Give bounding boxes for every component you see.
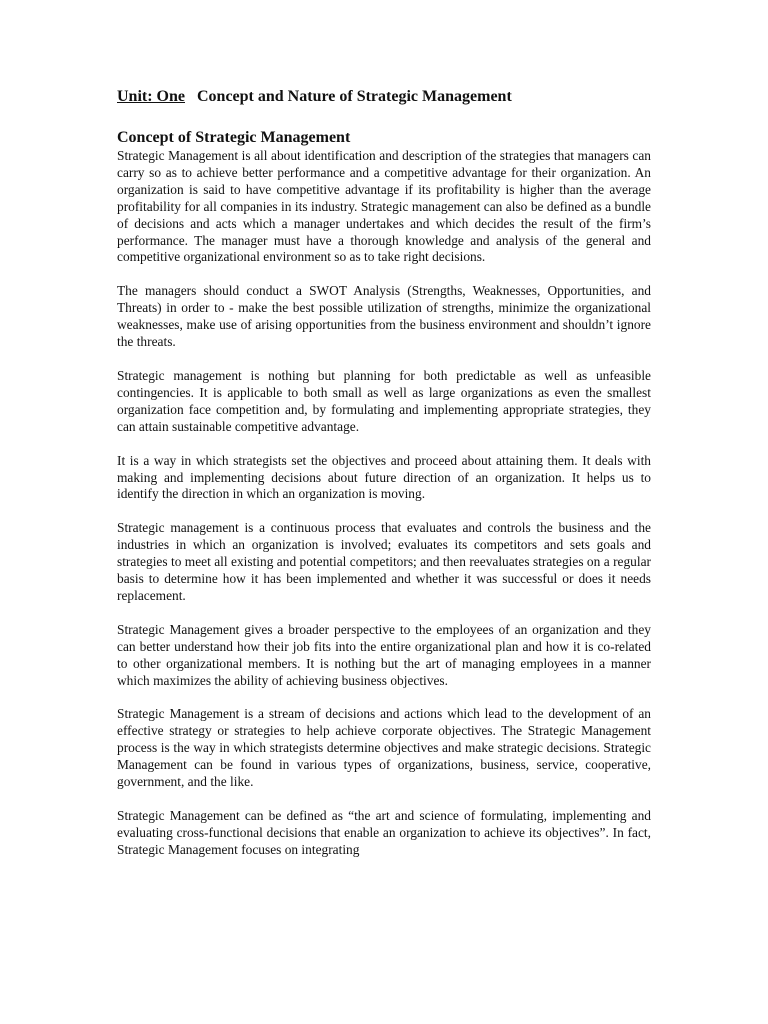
- document-page: [117, 86, 651, 859]
- body-text: [117, 148, 651, 859]
- paragraph: Strategic Management is a stream of decisions and actions which lead to the development of an effective strategy or strategies to help achieve corporate objectives. The Strategic Management process is the way in which strategists determine objectives and make strategic decisions. Strategic Management can be found in various types of organizations, business, service, cooperative, government, and the like.: [117, 706, 651, 790]
- unit-title: [117, 86, 651, 108]
- paragraph: Strategic Management can be defined as “the art and science of formulating, implementing and evaluating cross-functional decisions that enable an organization to achieve its objectives”. In fact, Strategic Management focuses on integrating: [117, 808, 651, 857]
- unit-label: Unit: One: [117, 88, 185, 105]
- paragraph: Strategic management is nothing but planning for both predictable as well as unfeasible contingencies. It is applicable to both small as well as large organizations as even the smallest organization face competition and, by formulating and implementing appropriate strategies, they can attain sustainable competitive advantage.: [117, 367, 651, 434]
- paragraph: It is a way in which strategists set the objectives and proceed about attaining them. It deals with making and implementing decisions about future direction of an organization. It helps us to identify the direction in which an organization is moving.: [117, 452, 651, 502]
- paragraph: Strategic Management gives a broader perspective to the employees of an organization and they can better understand how their job fits into the entire organizational plan and how it is co-related to other organizational members. It is nothing but the art of managing employees in a manner which maximizes the ability of achieving business objectives.: [117, 621, 651, 688]
- paragraph: Strategic management is a continuous process that evaluates and controls the business and the industries in which an organization is involved; evaluates its competitors and sets goals and strategies to meet all existing and potential competitors; and then reevaluates strategies on a regular basis to determine how it has been implemented and whether it was successful or does it needs replacement.: [117, 520, 651, 603]
- paragraph: Strategic Management is all about identification and description of the strategies that managers can carry so as to achieve better performance and a competitive advantage for their organization. An organization is said to have competitive advantage if its profitability is higher than the average profitability for all companies in its industry. Strategic management can also be defined as a bundle of decisions and acts which a manager undertakes and which decides the result of the firm’s performance. The manager must have a thorough knowledge and analysis of the general and competitive organizational environment so as to take right decisions.: [117, 148, 651, 265]
- unit-title-text: Concept and Nature of Strategic Management: [197, 88, 512, 105]
- paragraph: The managers should conduct a SWOT Analysis (Strengths, Weaknesses, Opportunities, and Threats) in order to - make the best possible utilization of strengths, minimize the organizational weaknesses, make use of arising opportunities from the business environment and shouldn’t ignore the threats.: [117, 283, 651, 350]
- section-heading: Concept of Strategic Management: [117, 129, 351, 146]
